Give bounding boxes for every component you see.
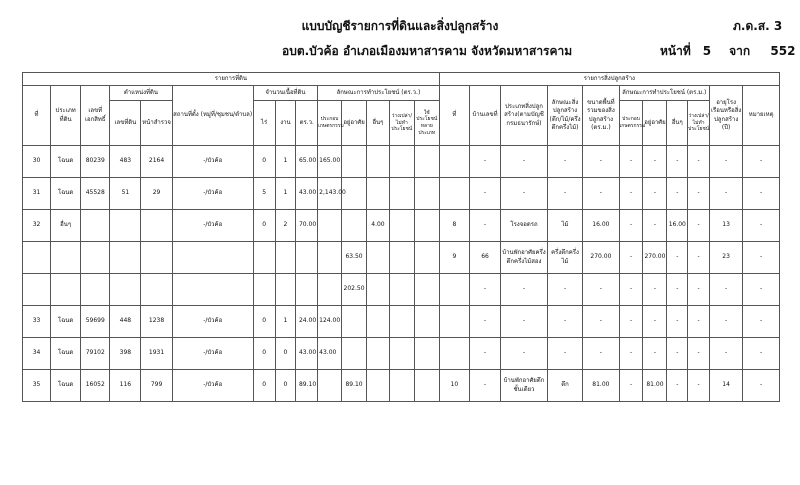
cell-b-area: 81.00	[583, 370, 619, 402]
cell-b-age: -	[710, 274, 743, 306]
col-doc-no: เลขที่เอกสิทธิ์	[81, 86, 110, 146]
col-rai: ไร่	[253, 101, 275, 146]
cell-agri	[318, 370, 342, 402]
cell-b-type: บ้านพักอาศัยตึกชั้นเดียว	[501, 370, 548, 402]
col-note: หมายเหตุ	[743, 86, 780, 146]
cell-b-char: -	[547, 338, 582, 370]
cell-residence	[342, 338, 367, 370]
cell-doc-no: 45528	[81, 178, 110, 210]
col-use-group: ลักษณะการทำประโยชน์ (ตร.ว.)	[318, 86, 440, 101]
cell-b-age: -	[710, 306, 743, 338]
land-building-table	[22, 72, 780, 402]
form-code: ภ.ด.ส. 3	[733, 19, 783, 33]
cell-sqwa: 43.00	[296, 338, 318, 370]
cell-location: -/บัวค้อ	[172, 370, 253, 402]
cell-empty	[389, 210, 414, 242]
cell-b-residence: -	[643, 306, 667, 338]
cell-b-agri: -	[619, 146, 643, 178]
col-residence: อยู่อาศัย	[342, 101, 367, 146]
cell-b-type: บ้านพักอาศัยครึ่งตึกครึ่งไม้สอง	[501, 242, 548, 274]
col-parcel-no: เลขที่ดิน	[110, 101, 141, 146]
col-b-area: ขนาดพื้นที่รวมของสิ่งปลูกสร้าง (ตร.ม.)	[583, 86, 619, 146]
cell-rai: 0	[253, 146, 275, 178]
cell-empty	[389, 274, 414, 306]
cell-b-type: -	[501, 274, 548, 306]
cell-b-empty: -	[688, 274, 710, 306]
cell-residence: 89.10	[342, 370, 367, 402]
cell-land-type: โฉนด	[51, 370, 81, 402]
cell-note: -	[743, 146, 780, 178]
table-row	[23, 370, 780, 402]
cell-b-type: โรงจอดรถ	[501, 210, 548, 242]
cell-parcel-no	[110, 210, 141, 242]
cell-other: 4.00	[367, 210, 390, 242]
total-pages: 552	[770, 44, 796, 58]
cell-note: -	[743, 274, 780, 306]
cell-rai: 5	[253, 178, 275, 210]
cell-rai: 0	[253, 210, 275, 242]
cell-ngan	[275, 242, 296, 274]
cell-agri: 165.00	[318, 146, 342, 178]
cell-survey-page	[141, 210, 172, 242]
cell-ngan: 1	[275, 178, 296, 210]
cell-b-char: ตึก	[547, 370, 582, 402]
cell-b-char: ไม้	[547, 210, 582, 242]
cell-land-type: โฉนด	[51, 306, 81, 338]
cell-b-agri: -	[619, 338, 643, 370]
cell-rai: 0	[253, 338, 275, 370]
cell-b-empty: -	[688, 338, 710, 370]
cell-b-empty: -	[688, 306, 710, 338]
col-mixed: ใช้ประโยชน์หลายประเภท	[414, 101, 439, 146]
cell-doc-no	[81, 242, 110, 274]
cell-sqwa: 70.00	[296, 210, 318, 242]
cell-b-residence: 81.00	[643, 370, 667, 402]
table-row	[23, 242, 780, 274]
cell-b-char: -	[547, 274, 582, 306]
col-no: ที่	[23, 86, 51, 146]
cell-other	[367, 306, 390, 338]
cell-b-age: 23	[710, 242, 743, 274]
cell-b-char: -	[547, 306, 582, 338]
cell-doc-no	[81, 274, 110, 306]
cell-empty	[389, 338, 414, 370]
col-sqwa: ตร.ว.	[296, 101, 318, 146]
col-b-no: ที่	[439, 86, 469, 146]
cell-ngan: 1	[275, 306, 296, 338]
table-body	[23, 146, 780, 402]
cell-sqwa: 89.10	[296, 370, 318, 402]
cell-land-type	[51, 274, 81, 306]
cell-b-type: -	[501, 178, 548, 210]
col-b-age: อายุโรงเรือนหรือสิ่งปลูกสร้าง (ปี)	[710, 86, 743, 146]
organization-subtitle: อบต.บัวค้อ อำเภอเมืองมหาสารคาม จังหวัดมหาสารคาม	[282, 44, 573, 58]
cell-b-type: -	[501, 338, 548, 370]
cell-agri	[318, 242, 342, 274]
cell-location: -/บัวค้อ	[172, 306, 253, 338]
cell-other	[367, 274, 390, 306]
cell-empty	[389, 242, 414, 274]
cell-b-char: ครึ่งตึกครึ่งไม้	[547, 242, 582, 274]
cell-residence: 63.50	[342, 242, 367, 274]
of-label: จาก	[729, 44, 751, 58]
cell-b-area: 270.00	[583, 242, 619, 274]
cell-house-no: -	[469, 210, 500, 242]
group-building-header: รายการสิ่งปลูกสร้าง	[439, 73, 779, 86]
cell-b-other: -	[667, 146, 688, 178]
cell-b-no	[439, 306, 469, 338]
cell-house-no: -	[469, 274, 500, 306]
cell-b-empty: -	[688, 146, 710, 178]
cell-parcel-no	[110, 242, 141, 274]
cell-note: -	[743, 210, 780, 242]
cell-residence: 202.50	[342, 274, 367, 306]
cell-b-age: -	[710, 146, 743, 178]
cell-b-other: -	[667, 370, 688, 402]
cell-location: -/บัวค้อ	[172, 210, 253, 242]
cell-b-area: -	[583, 274, 619, 306]
cell-b-type: -	[501, 146, 548, 178]
cell-parcel-no	[110, 274, 141, 306]
cell-b-char: -	[547, 178, 582, 210]
cell-land-type	[51, 242, 81, 274]
cell-b-area: -	[583, 178, 619, 210]
cell-doc-no: 80239	[81, 146, 110, 178]
cell-parcel-no: 116	[110, 370, 141, 402]
cell-mixed	[414, 210, 439, 242]
cell-parcel-no: 483	[110, 146, 141, 178]
cell-survey-page	[141, 274, 172, 306]
page-indicator	[660, 42, 795, 61]
cell-b-no	[439, 178, 469, 210]
cell-sqwa	[296, 274, 318, 306]
cell-no: 30	[23, 146, 51, 178]
cell-note: -	[743, 242, 780, 274]
cell-doc-no: 16052	[81, 370, 110, 402]
cell-survey-page: 1238	[141, 306, 172, 338]
cell-b-agri: -	[619, 210, 643, 242]
cell-rai	[253, 274, 275, 306]
col-location: สถานที่ตั้ง (หมู่ที่/ชุมชน/ตำบล)	[172, 86, 253, 146]
cell-rai: 0	[253, 370, 275, 402]
cell-b-other: -	[667, 338, 688, 370]
cell-b-agri: -	[619, 178, 643, 210]
cell-other	[367, 338, 390, 370]
col-b-type: ประเภทสิ่งปลูกสร้าง(ตามบัญชีกรมธนารักษ์)	[501, 86, 548, 146]
cell-parcel-no: 398	[110, 338, 141, 370]
cell-empty	[389, 306, 414, 338]
col-land-type: ประเภทที่ดิน	[51, 86, 81, 146]
cell-b-no	[439, 274, 469, 306]
cell-house-no: -	[469, 306, 500, 338]
cell-ngan: 1	[275, 146, 296, 178]
cell-b-no	[439, 338, 469, 370]
cell-no	[23, 274, 51, 306]
cell-agri	[318, 210, 342, 242]
col-b-empty: ว่างเปล่า/ไม่ทำประโยชน์	[688, 101, 710, 146]
cell-no: 31	[23, 178, 51, 210]
col-b-use-group: ลักษณะการทำประโยชน์ (ตร.ม.)	[619, 86, 709, 101]
cell-no: 35	[23, 370, 51, 402]
cell-b-no: 8	[439, 210, 469, 242]
cell-doc-no	[81, 210, 110, 242]
cell-empty	[389, 178, 414, 210]
cell-no	[23, 242, 51, 274]
cell-survey-page: 2164	[141, 146, 172, 178]
table-row	[23, 306, 780, 338]
cell-ngan	[275, 274, 296, 306]
cell-no: 33	[23, 306, 51, 338]
cell-b-agri: -	[619, 306, 643, 338]
cell-ngan: 2	[275, 210, 296, 242]
col-empty: ว่างเปล่า/ไม่ทำประโยชน์	[389, 101, 414, 146]
cell-rai	[253, 242, 275, 274]
cell-doc-no: 59699	[81, 306, 110, 338]
cell-b-residence: 270.00	[643, 242, 667, 274]
col-survey-page: หน้าสำรวจ	[141, 101, 172, 146]
cell-b-empty: -	[688, 210, 710, 242]
cell-b-type: -	[501, 306, 548, 338]
col-b-agri: ประกอบเกษตรกรรม	[619, 101, 643, 146]
col-position-group: ตำแหน่งที่ดิน	[110, 86, 172, 101]
col-b-residence: อยู่อาศัย	[643, 101, 667, 146]
table-row	[23, 338, 780, 370]
col-b-char: ลักษณะสิ่งปลูกสร้าง (ตึก/ไม้/ครึ่งตึกครึ่งไม้)	[547, 86, 582, 146]
cell-b-empty: -	[688, 370, 710, 402]
cell-empty	[389, 146, 414, 178]
cell-land-type: อื่นๆ	[51, 210, 81, 242]
cell-b-other: -	[667, 242, 688, 274]
cell-rai: 0	[253, 306, 275, 338]
cell-b-age: -	[710, 178, 743, 210]
cell-other	[367, 146, 390, 178]
cell-other	[367, 370, 390, 402]
cell-note: -	[743, 370, 780, 402]
cell-other	[367, 178, 390, 210]
cell-agri: 43.00	[318, 338, 342, 370]
cell-sqwa: 24.00	[296, 306, 318, 338]
cell-location	[172, 274, 253, 306]
col-house-no: บ้านเลขที่	[469, 86, 500, 146]
table-row	[23, 178, 780, 210]
cell-b-residence: -	[643, 210, 667, 242]
cell-b-other: -	[667, 178, 688, 210]
page-number: 5	[702, 44, 712, 58]
cell-b-empty: -	[688, 178, 710, 210]
cell-b-area: -	[583, 146, 619, 178]
cell-b-agri: -	[619, 274, 643, 306]
table-row	[23, 146, 780, 178]
cell-agri: 124.00	[318, 306, 342, 338]
cell-house-no: -	[469, 370, 500, 402]
cell-b-area: -	[583, 338, 619, 370]
cell-b-empty: -	[688, 242, 710, 274]
cell-sqwa: 43.00	[296, 178, 318, 210]
cell-residence	[342, 146, 367, 178]
cell-no: 34	[23, 338, 51, 370]
cell-residence	[342, 306, 367, 338]
cell-ngan: 0	[275, 338, 296, 370]
cell-b-other: -	[667, 306, 688, 338]
cell-b-agri: -	[619, 370, 643, 402]
cell-land-type: โฉนด	[51, 178, 81, 210]
cell-survey-page	[141, 242, 172, 274]
cell-mixed	[414, 178, 439, 210]
cell-sqwa	[296, 242, 318, 274]
cell-b-other: 16.00	[667, 210, 688, 242]
cell-b-other: -	[667, 274, 688, 306]
cell-location: -/บัวค้อ	[172, 146, 253, 178]
cell-doc-no: 79102	[81, 338, 110, 370]
cell-b-residence: -	[643, 178, 667, 210]
col-area-group: จำนวนเนื้อที่ดิน	[253, 86, 317, 101]
col-agri: ประกอบเกษตรกรรม	[318, 101, 342, 146]
cell-survey-page: 29	[141, 178, 172, 210]
cell-empty	[389, 370, 414, 402]
cell-mixed	[414, 306, 439, 338]
cell-location: -/บัวค้อ	[172, 178, 253, 210]
cell-note: -	[743, 306, 780, 338]
cell-mixed	[414, 242, 439, 274]
cell-house-no: -	[469, 338, 500, 370]
cell-location: -/บัวค้อ	[172, 338, 253, 370]
cell-parcel-no: 51	[110, 178, 141, 210]
cell-b-age: 13	[710, 210, 743, 242]
cell-parcel-no: 448	[110, 306, 141, 338]
cell-mixed	[414, 338, 439, 370]
cell-b-no: 10	[439, 370, 469, 402]
group-land-header: รายการที่ดิน	[23, 73, 440, 86]
cell-b-area: -	[583, 306, 619, 338]
cell-land-type: โฉนด	[51, 338, 81, 370]
cell-agri	[318, 274, 342, 306]
cell-house-no: -	[469, 146, 500, 178]
cell-b-area: 16.00	[583, 210, 619, 242]
cell-survey-page: 1931	[141, 338, 172, 370]
table-row	[23, 210, 780, 242]
cell-mixed	[414, 370, 439, 402]
cell-no: 32	[23, 210, 51, 242]
cell-ngan: 0	[275, 370, 296, 402]
cell-b-no: 9	[439, 242, 469, 274]
cell-survey-page: 799	[141, 370, 172, 402]
form-title: แบบบัญชีรายการที่ดินและสิ่งปลูกสร้าง	[301, 19, 499, 33]
cell-mixed	[414, 146, 439, 178]
table-row	[23, 274, 780, 306]
cell-residence	[342, 210, 367, 242]
cell-house-no: 66	[469, 242, 500, 274]
cell-other	[367, 242, 390, 274]
cell-house-no: -	[469, 178, 500, 210]
col-b-other: อื่นๆ	[667, 101, 688, 146]
cell-note: -	[743, 178, 780, 210]
cell-land-type: โฉนด	[51, 146, 81, 178]
cell-note: -	[743, 338, 780, 370]
cell-b-residence: -	[643, 274, 667, 306]
col-other: อื่นๆ	[367, 101, 390, 146]
cell-b-residence: -	[643, 338, 667, 370]
cell-b-age: -	[710, 338, 743, 370]
cell-agri: 2,143.00	[318, 178, 342, 210]
cell-b-residence: -	[643, 146, 667, 178]
cell-sqwa: 65.00	[296, 146, 318, 178]
cell-mixed	[414, 274, 439, 306]
cell-location	[172, 242, 253, 274]
page-label: หน้าที่	[660, 44, 691, 58]
cell-b-agri: -	[619, 242, 643, 274]
cell-b-char: -	[547, 146, 582, 178]
col-ngan: งาน	[275, 101, 296, 146]
cell-b-age: 14	[710, 370, 743, 402]
cell-b-no	[439, 146, 469, 178]
